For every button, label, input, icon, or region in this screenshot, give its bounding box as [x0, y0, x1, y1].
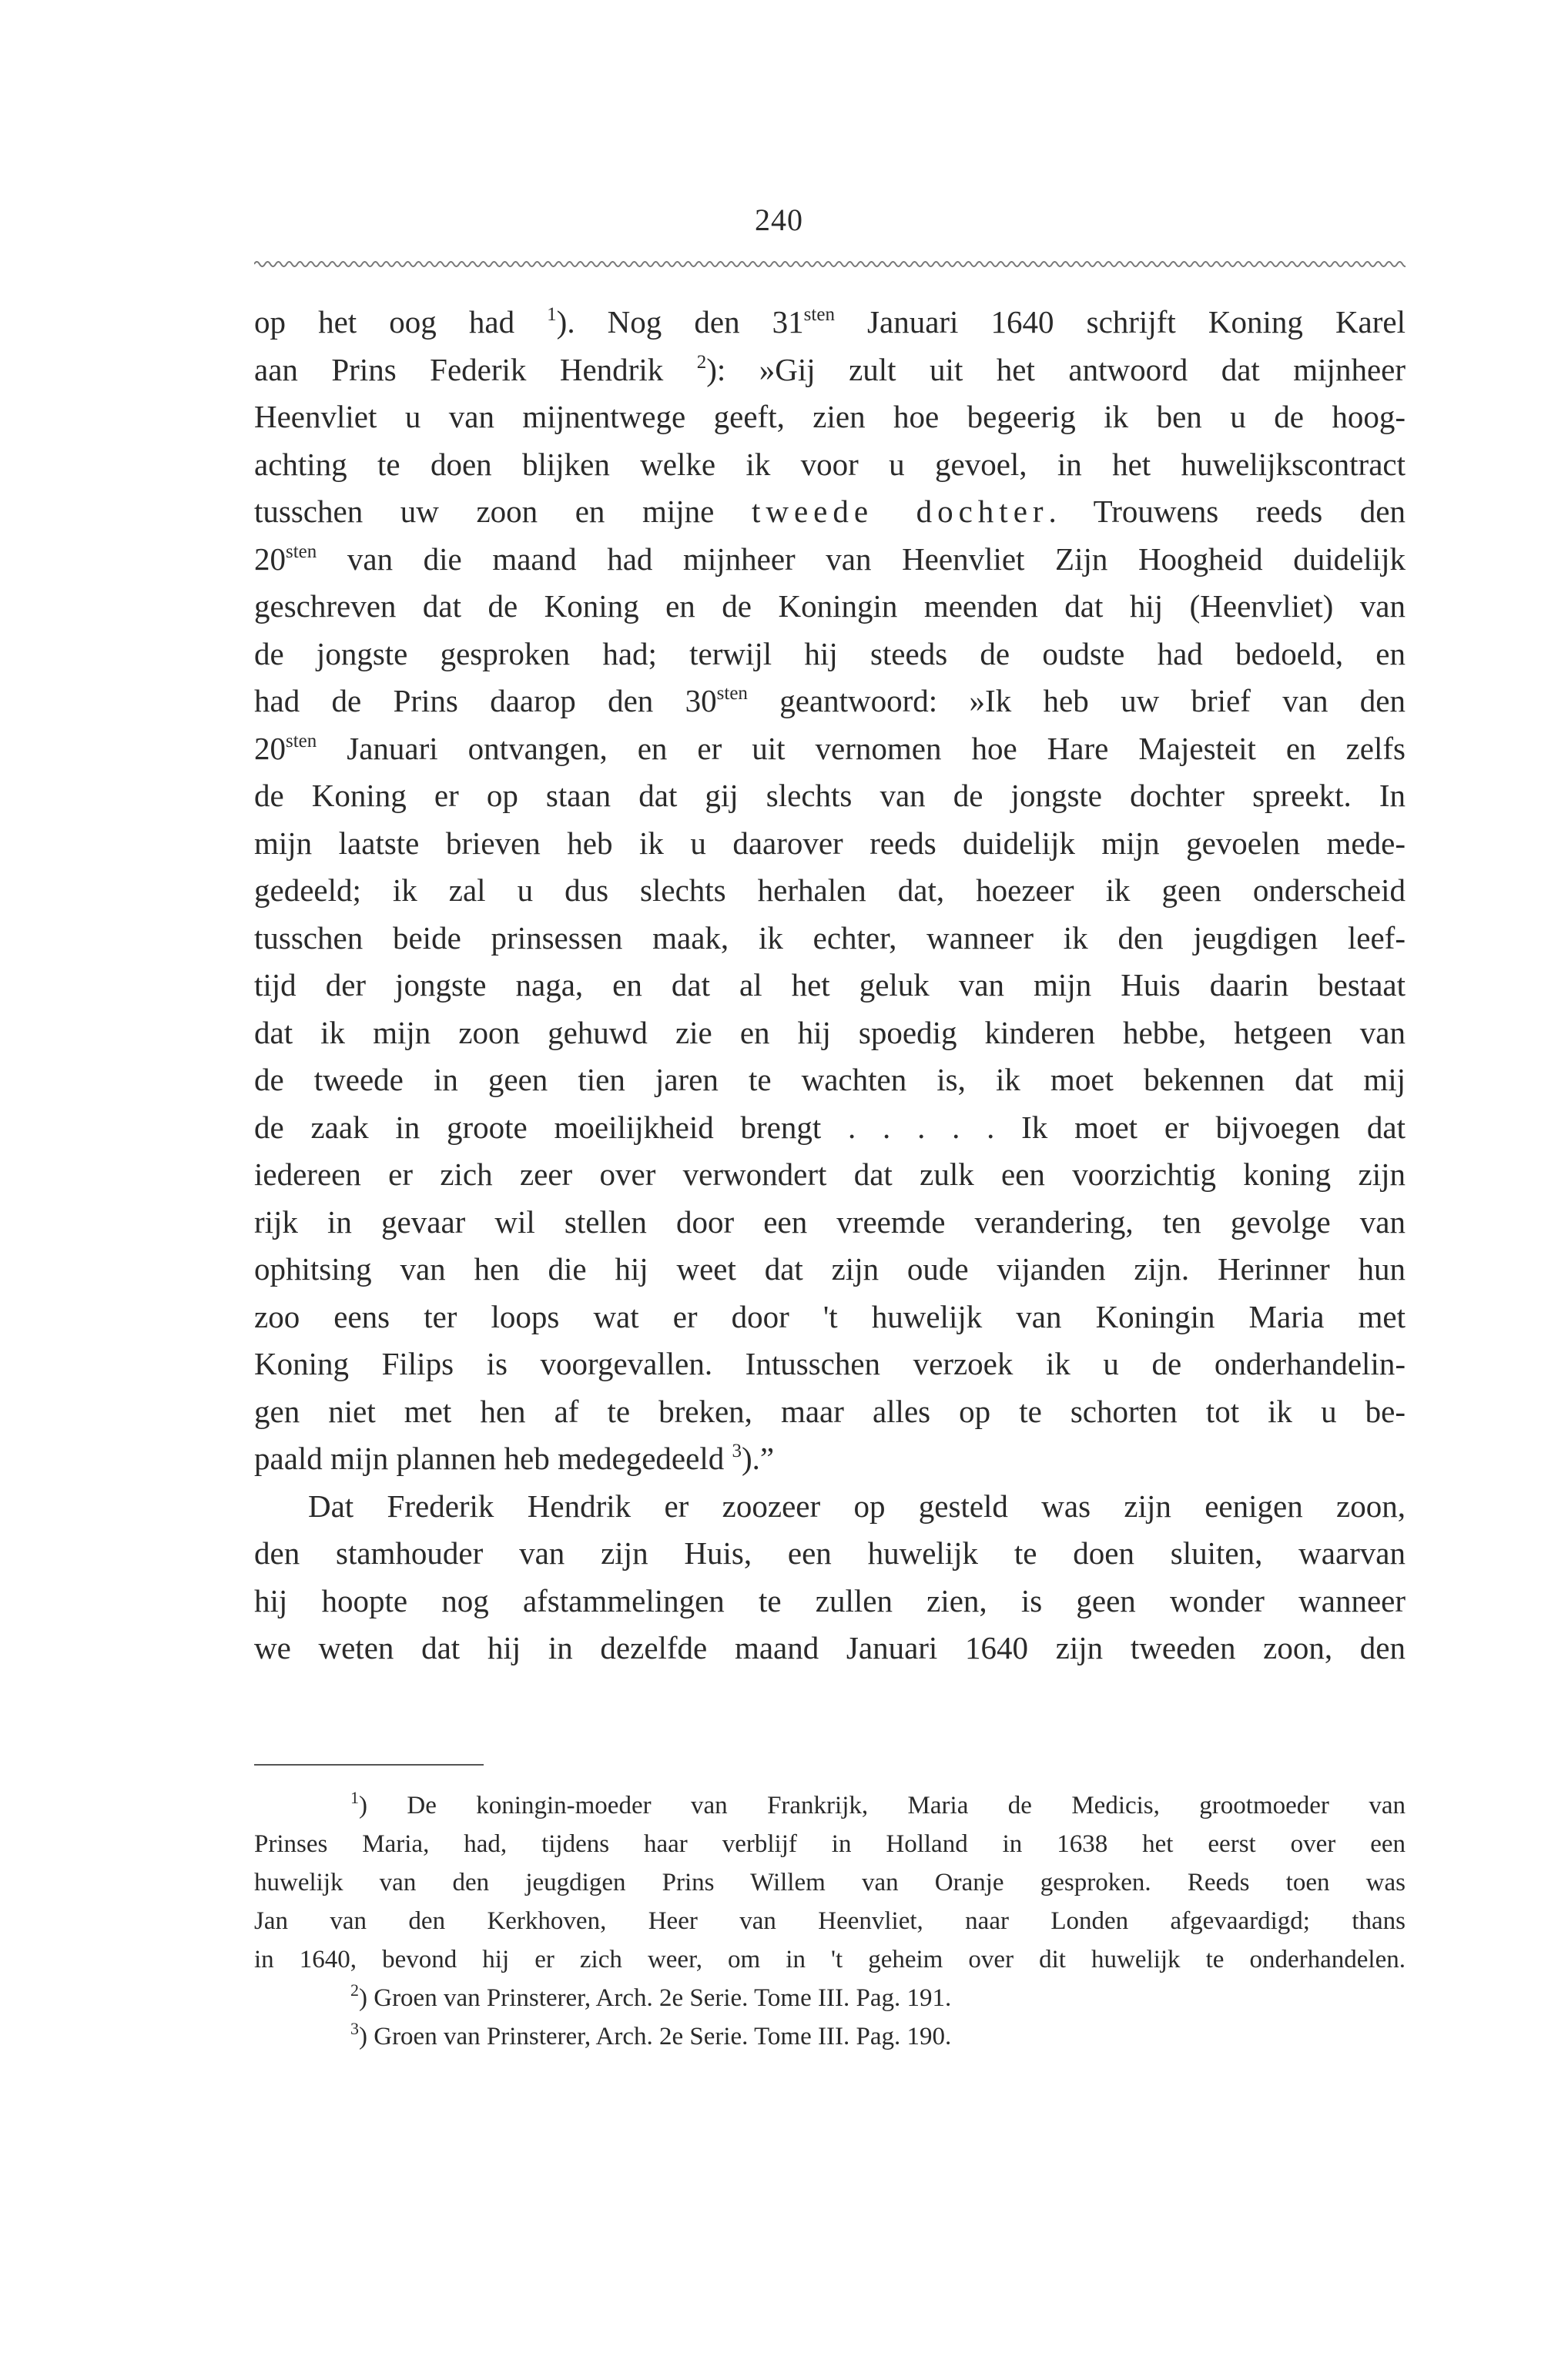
footnote-mark: 3: [350, 2019, 359, 2038]
footnote-ref: 1: [547, 304, 557, 325]
text-line: geschreven dat de Koning en de Koningin meenden dat hij (Heenvliet) van: [254, 588, 1406, 624]
text-line: den stamhouder van zijn Huis, een huwelijk te doen sluiten, waarvan: [254, 1535, 1406, 1571]
wavy-rule-divider: [254, 259, 1406, 269]
text-line: iedereen er zich zeer over verwondert dat zulk een voorzichtig koning zijn: [254, 1157, 1406, 1192]
text-line: paald mijn plannen heb medegedeeld $^3$).”: [254, 1441, 775, 1476]
footnote-divider: [254, 1764, 484, 1766]
text-line: achting te doen blijken welke ik voor u gevoel, in het huwelijkscontract: [254, 446, 1406, 482]
footnote-ref: 2: [696, 351, 707, 373]
text-line: hij hoopte nog afstammelingen te zullen zien, is geen wonder wanneer: [254, 1582, 1406, 1618]
text-line: aan Prins Federik Hendrik $^2$): »Gij zult uit het antwoord dat mijnheer: [254, 351, 1406, 387]
footnote-3: $^3$) Groen van Prinsterer, Arch. 2e Serie. Tome III. Pag. 190.: [350, 2019, 952, 2050]
text-line: rijk in gevaar wil stellen door een vreemde verandering, ten gevolge van: [254, 1203, 1406, 1240]
text-line: mijn laatste brieven heb ik u daarover reeds duidelijk mijn gevoelen mede-: [254, 825, 1406, 861]
footnote-line: in 1640, bevond hij er zich weer, om in 't geheim over dit huwelijk te onderhandelen.: [254, 1946, 1406, 1973]
text-line: $20^{sten}$ van die maand had mijnheer van Heenvliet Zijn Hoogheid duidelijk: [254, 541, 1406, 577]
text-line: de tweede in geen tien jaren te wachten is, ik moet bekennen dat mij: [254, 1062, 1406, 1097]
text-line: gen niet met hen af te breken, maar alles op te schorten tot ik u be-: [254, 1393, 1406, 1429]
page-number: 240: [755, 203, 803, 237]
footnote-line: huwelijk van den jeugdigen Prins Willem van Oranje gesproken. Reeds toen was: [254, 1869, 1406, 1896]
footnote-1: $^1$) De koningin-moeder van Frankrijk, Maria de Medicis, grootmoeder van: [350, 1788, 1406, 1819]
text-line: tusschen beide prinsessen maak, ik echter, wanneer ik den jeugdigen leef-: [254, 919, 1406, 956]
text-line: de jongste gesproken had; terwijl hij steeds de oudste had bedoeld, en: [254, 635, 1406, 671]
footnote-ref: 3: [732, 1441, 742, 1461]
text-line: gedeeld; ik zal u dus slechts herhalen dat, hoezeer ik geen onderscheid: [254, 872, 1406, 908]
text-line: op het oog had $^1$). Nog den $31^{sten}$ Januari 1640 schrijft Koning Karel: [254, 304, 1406, 340]
text-line: we weten dat hij in dezelfde maand Januari 1640 zijn tweeden zoon, den: [254, 1630, 1406, 1665]
footnotes-block: [254, 1786, 1406, 2056]
footnote-mark: 1: [350, 1788, 359, 1807]
text-line: dat ik mijn zoon gehuwd zie en hij spoedig kinderen hebbe, hetgeen van: [254, 1014, 1406, 1050]
footnote-mark: 2: [350, 1980, 359, 2000]
text-line: tijd der jongste naga, en dat al het geluk van mijn Huis daarin bestaat: [254, 967, 1406, 1003]
text-line: Heenvliet u van mijnentwege geeft, zien hoe begeerig ik ben u de hoog-: [254, 399, 1406, 434]
footnote-2: $^2$) Groen van Prinsterer, Arch. 2e Serie. Tome III. Pag. 191.: [350, 1980, 952, 2012]
text-line: had de Prins daarop den $30^{sten}$ geantwoord: »Ik heb uw brief van den: [254, 683, 1406, 718]
text-line: tusschen uw zoon en mijne tweede dochter. Trouwens reeds den: [254, 494, 1406, 529]
emphasized-text: tweede dochter: [751, 494, 1049, 529]
text-line: Koning Filips is voorgevallen. Intusschen verzoek ik u de onderhandelin-: [254, 1346, 1406, 1381]
text-line: zoo eens ter loops wat er door 't huwelijk van Koningin Maria met: [254, 1298, 1406, 1334]
footnote-line: Prinses Maria, had, tijdens haar verblijf in Holland in 1638 het eerst over een: [254, 1830, 1406, 1858]
footnote-line: Jan van den Kerkhoven, Heer van Heenvliet, naar Londen afgevaardigd; thans: [254, 1907, 1406, 1935]
text-line: de Koning er op staan dat gij slechts van de jongste dochter spreekt. In: [254, 778, 1406, 813]
text-line: $20^{sten}$ Januari ontvangen, en er uit vernomen hoe Hare Majesteit en zelfs: [254, 730, 1406, 766]
main-text-block: [254, 299, 1406, 1672]
text-line: Dat Frederik Hendrik er zoozeer op gesteld was zijn eenigen zoon,: [308, 1488, 1406, 1524]
text-line: de zaak in groote moeilijkheid brengt . . . . . Ik moet er bijvoegen dat: [254, 1109, 1406, 1145]
text-line: ophitsing van hen die hij weet dat zijn oude vijanden zijn. Herinner hun: [254, 1251, 1406, 1287]
